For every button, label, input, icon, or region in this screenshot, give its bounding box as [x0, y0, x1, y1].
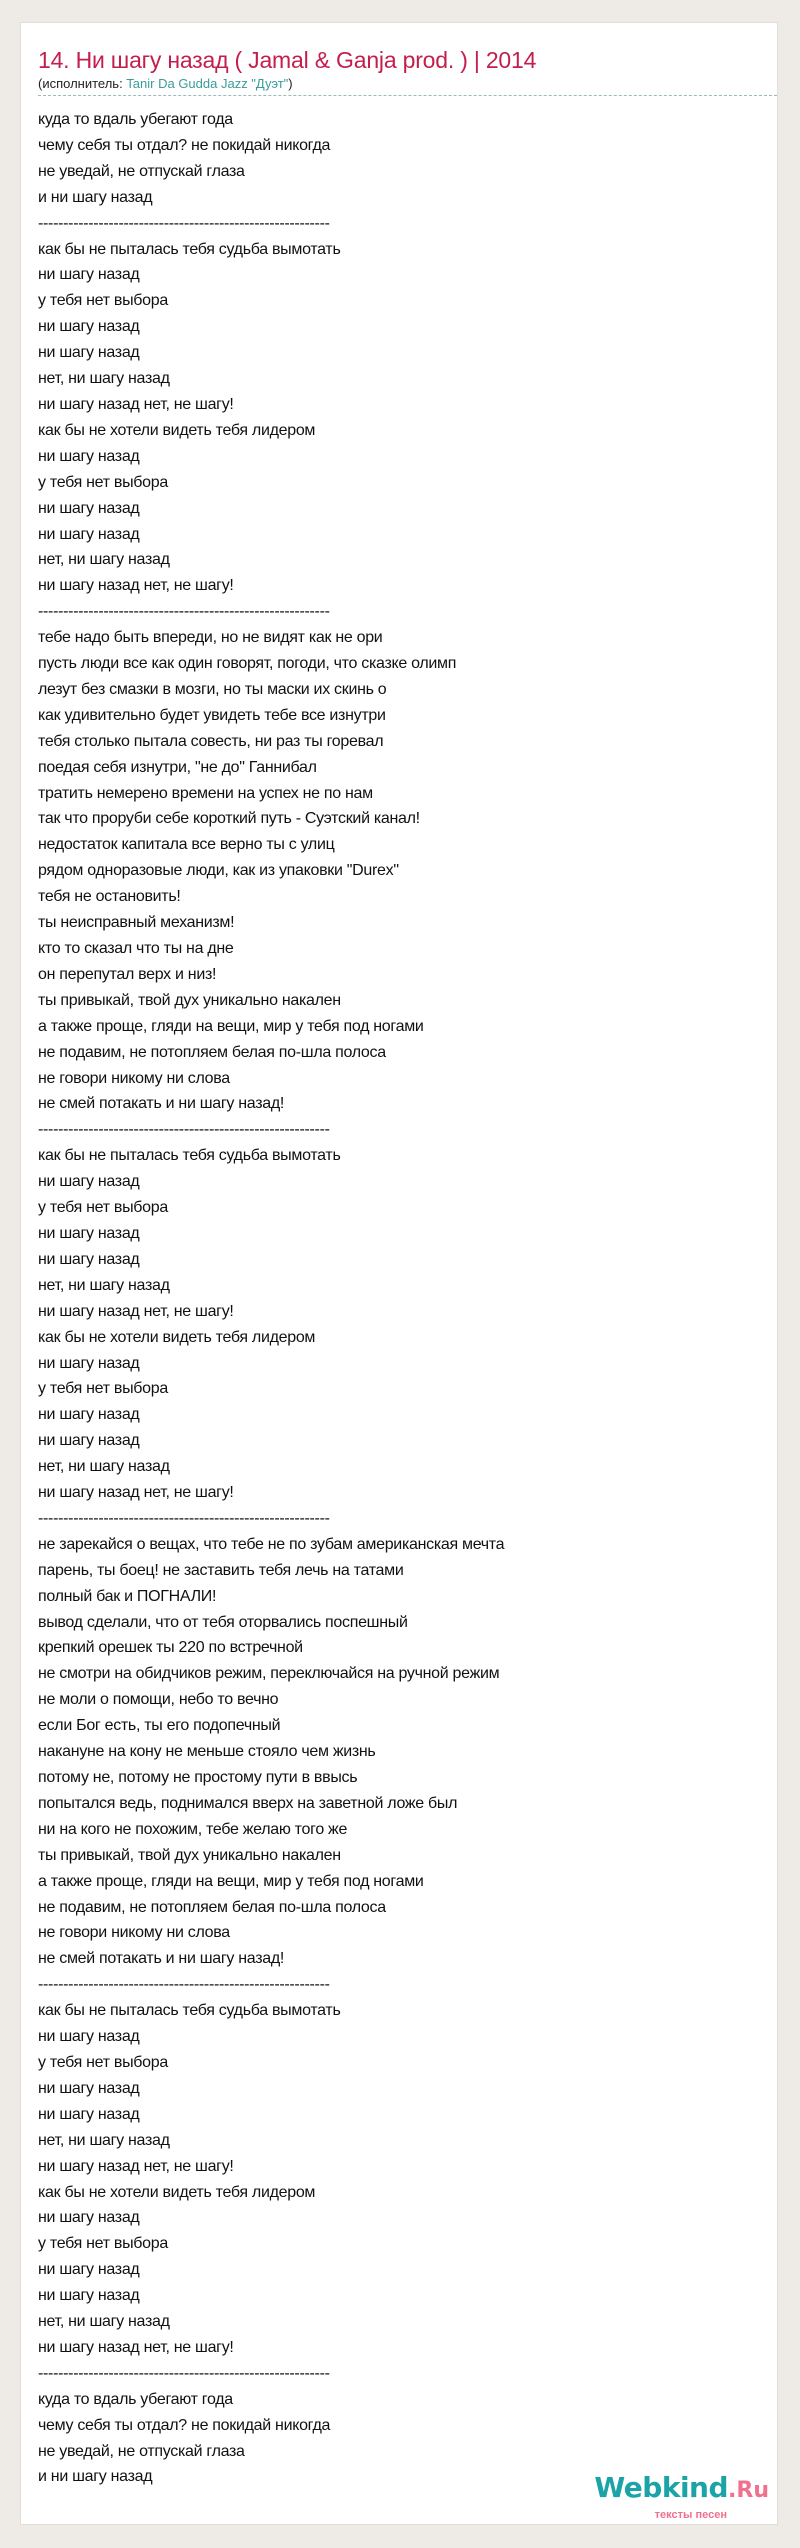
lyric-line: ни шагу назад: [38, 1354, 140, 1372]
lyric-line: нет, ни шагу назад: [38, 2131, 170, 2149]
lyric-line: и ни шагу назад: [38, 2468, 153, 2486]
artist-line: [38, 76, 293, 91]
lyric-line: ни шагу назад нет, не шагу!: [38, 1484, 234, 1502]
lyric-line: ты привыкай, твой дух уникально накален: [38, 991, 341, 1009]
lyric-line: он перепутал верх и низ!: [38, 965, 217, 983]
lyric-line: кто то сказал что ты на дне: [38, 940, 234, 957]
artist-prefix: (исполнитель:: [38, 76, 127, 91]
lyric-line: не смотри на обидчиков режим, переключайся на ручной режим: [38, 1665, 500, 1683]
lyric-line: ни шагу назад: [38, 2209, 140, 2227]
lyric-line: у тебя нет выбора: [38, 2053, 168, 2071]
lyric-line: попытался ведь, поднимался вверх на заветной ложе был: [38, 1794, 458, 1812]
lyric-line: ни шагу назад: [38, 2261, 140, 2279]
lyric-line: ни шагу назад: [38, 1432, 140, 1450]
artist-suffix: ): [288, 76, 293, 91]
lyric-line: ни шагу назад: [38, 2287, 140, 2305]
lyric-line: как бы не пыталась тебя судьба вымотать: [38, 2002, 341, 2020]
lyric-line: ни шагу назад нет, не шагу!: [38, 577, 234, 595]
lyric-line: куда то вдаль убегают года: [38, 2390, 233, 2408]
verse-separator: ----------------------------------------------------------: [38, 1976, 330, 1994]
lyric-line: как бы не пыталась тебя судьба вымотать: [38, 240, 341, 258]
lyric-line: тратить немерено времени на успех не по нам: [38, 784, 373, 802]
lyric-line: у тебя нет выбора: [38, 1380, 168, 1398]
logo-tagline: тексты песен: [654, 2509, 727, 2521]
lyric-line: у тебя нет выбора: [38, 1199, 168, 1217]
lyric-line: ни шагу назад: [38, 2079, 140, 2097]
lyric-line: ни шагу назад: [38, 2105, 140, 2123]
lyric-line: ни шагу назад нет, не шагу!: [38, 1302, 234, 1320]
lyric-line: ни шагу назад: [38, 2028, 140, 2046]
site-logo[interactable]: [519, 2472, 769, 2522]
lyric-line: ни шагу назад: [38, 1224, 140, 1242]
logo-wordmark: [519, 2472, 769, 2509]
lyric-line: как бы не хотели видеть тебя лидером: [38, 421, 316, 439]
lyrics-text: [38, 107, 504, 2490]
lyric-line: чему себя ты отдал? не покидай никогда: [38, 2416, 331, 2434]
lyric-line: а также проще, гляди на вещи, мир у тебя под ногами: [38, 1872, 424, 1890]
lyric-line: потому не, потому не простому пути в ввысь: [38, 1769, 358, 1786]
lyric-line: у тебя нет выбора: [38, 2235, 168, 2253]
logo-tld: .Ru: [728, 2478, 769, 2503]
lyric-line: не подавим, не потопляем белая по-шла полоса: [38, 1043, 386, 1061]
lyric-line: тебя столько пытала совесть, ни раз ты горевал: [38, 732, 384, 750]
lyric-line: куда то вдаль убегают года: [38, 111, 233, 128]
lyric-line: полный бак и ПОГНАЛИ!: [38, 1587, 217, 1605]
lyric-line: вывод сделали, что от тебя оторвались поспешный: [38, 1613, 408, 1631]
lyric-line: у тебя нет выбора: [38, 292, 168, 310]
lyric-line: парень, ты боец! не заставить тебя лечь на татами: [38, 1561, 404, 1579]
lyric-line: ни шагу назад нет, не шагу!: [38, 2338, 234, 2356]
lyric-line: ни на кого не похожим, тебе желаю того же: [38, 1820, 348, 1838]
lyric-line: чему себя ты отдал? не покидай никогда: [38, 136, 331, 154]
header-divider: [38, 95, 777, 96]
lyric-line: нет, ни шагу назад: [38, 1276, 170, 1294]
verse-separator: ----------------------------------------------------------: [38, 214, 330, 232]
lyric-line: лезут без смазки в мозги, но ты маски их скинь о: [38, 680, 387, 698]
lyric-line: у тебя нет выбора: [38, 473, 168, 491]
lyric-line: ни шагу назад нет, не шагу!: [38, 2157, 234, 2175]
lyric-line: рядом одноразовые люди, как из упаковки "Durex": [38, 862, 399, 880]
lyric-line: ты неисправный механизм!: [38, 914, 235, 932]
lyric-line: тебе надо быть впереди, но не видят как не ори: [38, 629, 383, 647]
lyric-line: ты привыкай, твой дух уникально накален: [38, 1846, 341, 1864]
lyric-line: и ни шагу назад: [38, 188, 153, 206]
lyric-line: крепкий орешек ты 220 по встречной: [38, 1639, 303, 1657]
lyric-line: ни шагу назад: [38, 1250, 140, 1268]
lyric-line: ни шагу назад: [38, 318, 140, 336]
lyric-line: не подавим, не потопляем белая по-шла полоса: [38, 1898, 386, 1916]
lyric-line: ни шагу назад: [38, 266, 140, 284]
lyric-line: не говори никому ни слова: [38, 1924, 230, 1942]
lyrics-card: [20, 22, 778, 2525]
lyric-line: ни шагу назад: [38, 447, 140, 465]
lyric-line: не смей потакать и ни шагу назад!: [38, 1095, 285, 1113]
verse-separator: ----------------------------------------------------------: [38, 603, 330, 621]
lyric-line: как бы не хотели видеть тебя лидером: [38, 1328, 316, 1346]
lyric-line: пусть люди все как один говорят, погоди, что сказке олимп: [38, 655, 457, 673]
lyric-line: не говори никому ни слова: [38, 1069, 230, 1087]
logo-name: Webkind: [594, 2471, 729, 2504]
lyric-line: не зарекайся о вещах, что тебе не по зубам американская мечта: [38, 1535, 505, 1553]
lyric-line: не моли о помощи, небо то вечно: [38, 1691, 279, 1709]
lyric-line: так что проруби себе короткий путь - Суэтский канал!: [38, 810, 420, 828]
lyric-line: ни шагу назад: [38, 499, 140, 517]
lyric-line: как удивительно будет увидеть тебе все изнутри: [38, 706, 386, 724]
lyric-line: ни шагу назад: [38, 525, 140, 543]
lyric-line: ни шагу назад: [38, 344, 140, 362]
lyric-line: нет, ни шагу назад: [38, 551, 170, 569]
lyric-line: нет, ни шагу назад: [38, 370, 170, 388]
lyric-line: нет, ни шагу назад: [38, 1458, 170, 1476]
lyric-line: нет, ни шагу назад: [38, 2313, 170, 2331]
lyric-line: недостаток капитала все верно ты с улиц: [38, 836, 335, 854]
lyric-line: тебя не остановить!: [38, 888, 181, 906]
lyric-line: как бы не хотели видеть тебя лидером: [38, 2183, 316, 2201]
artist-link[interactable]: Tanir Da Gudda Jazz "Дуэт": [126, 76, 289, 91]
lyric-line: ни шагу назад: [38, 1406, 140, 1424]
lyric-line: поедая себя изнутри, "не до" Ганнибал: [38, 758, 317, 776]
song-title: 14. Ни шагу назад ( Jamal & Ganja prod. ) | 2014: [38, 47, 537, 73]
lyric-line: а также проще, гляди на вещи, мир у тебя под ногами: [38, 1017, 424, 1035]
lyric-line: не уведай, не отпускай глаза: [38, 162, 245, 180]
lyric-line: если Бог есть, ты его подопечный: [38, 1717, 281, 1735]
lyric-line: ни шагу назад нет, не шагу!: [38, 395, 234, 413]
lyric-line: как бы не пыталась тебя судьба вымотать: [38, 1147, 341, 1165]
lyric-line: не уведай, не отпускай глаза: [38, 2442, 245, 2460]
lyric-line: не смей потакать и ни шагу назад!: [38, 1950, 285, 1968]
verse-separator: ----------------------------------------------------------: [38, 2364, 330, 2382]
verse-separator: ----------------------------------------------------------: [38, 1509, 330, 1527]
lyric-line: ни шагу назад: [38, 1173, 140, 1191]
verse-separator: ----------------------------------------------------------: [38, 1121, 330, 1139]
lyric-line: накануне на кону не меньше стояло чем жизнь: [38, 1743, 376, 1761]
